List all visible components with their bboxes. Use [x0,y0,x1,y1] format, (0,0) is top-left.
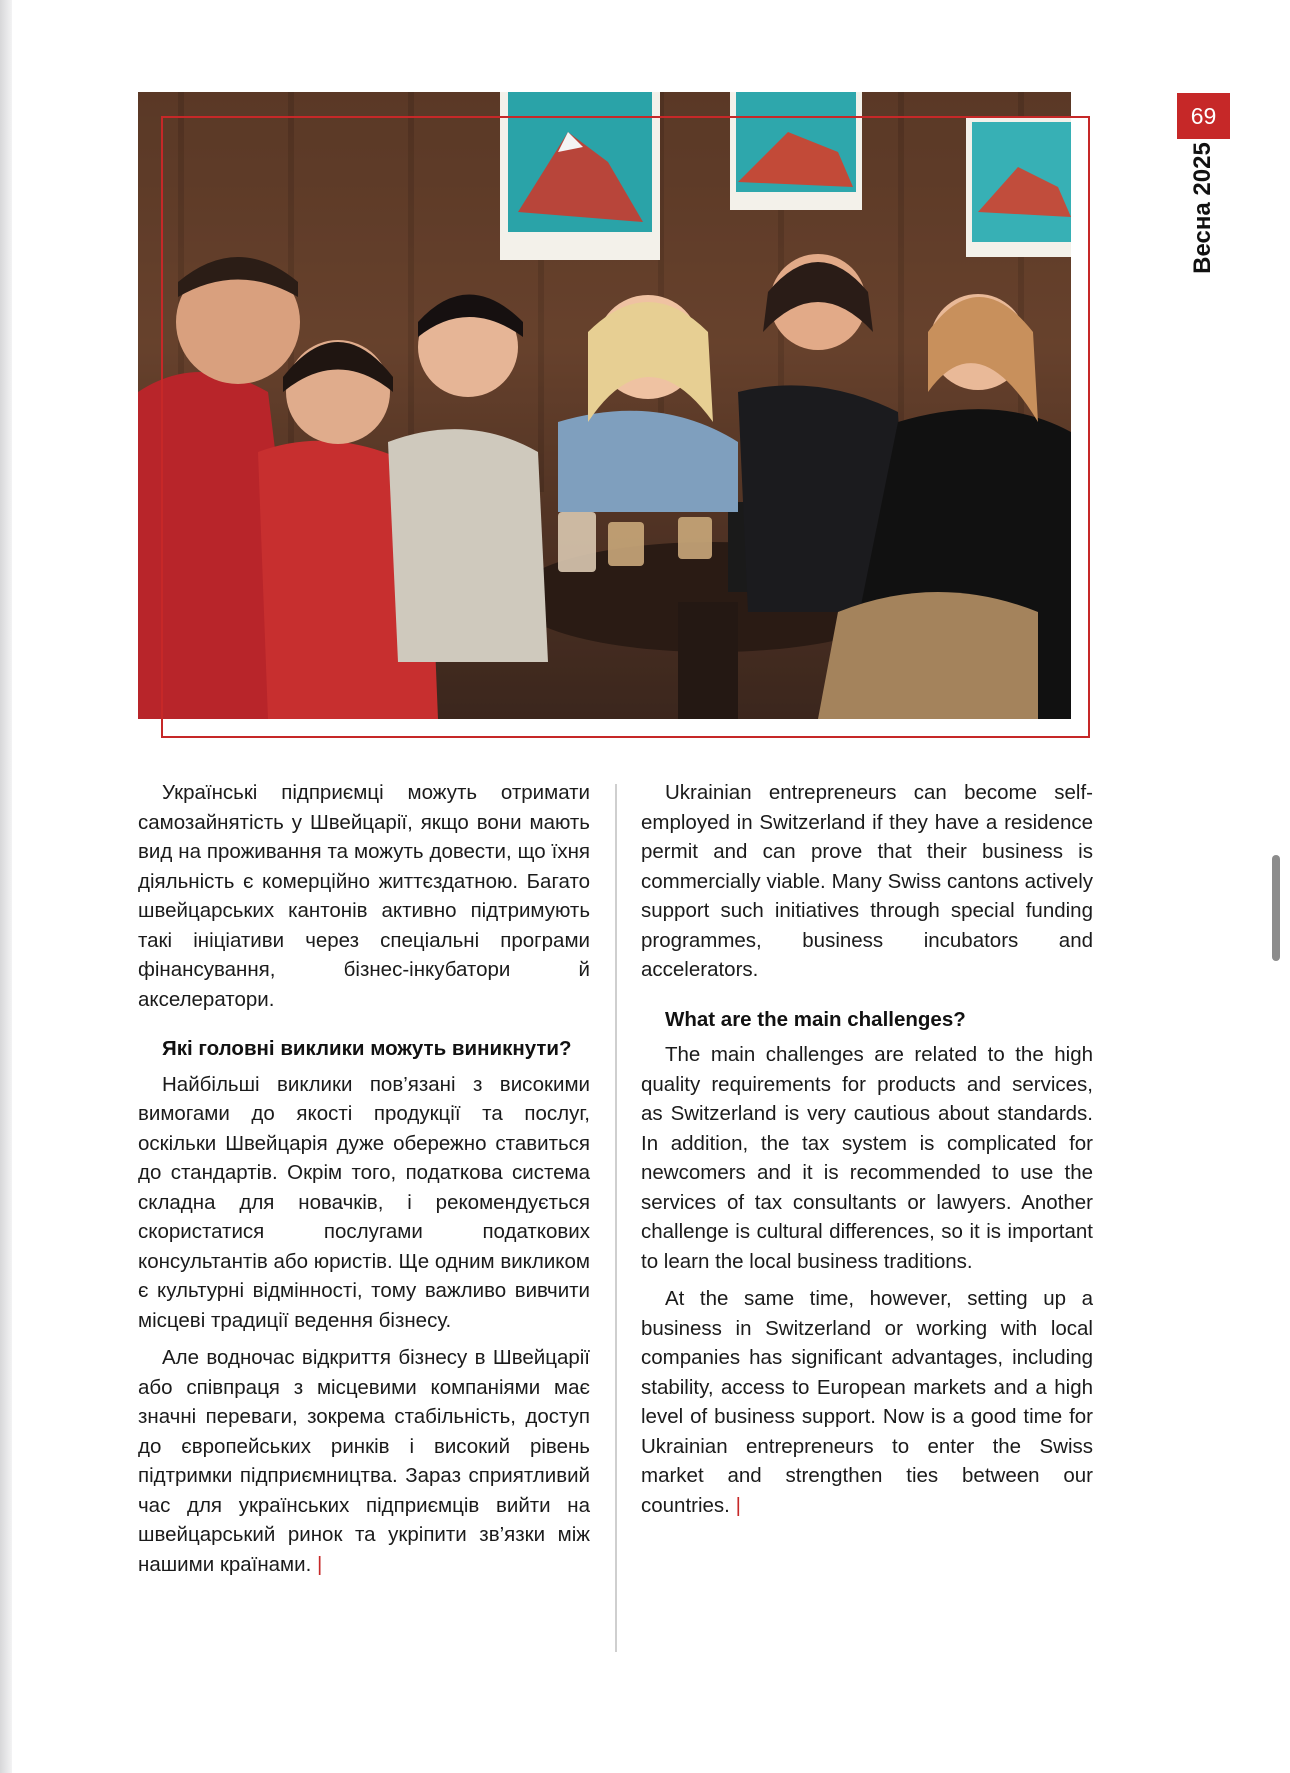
en-challenges-heading: What are the main challenges? [665,1007,966,1031]
en-intro-paragraph: Ukrainian entrepreneurs can become self-employed in Switzerland if they have a residence permit and can prove that their business is commercially viable. Many Swiss cantons actively support such initiatives through special funding programmes, business incubators and accelerators. [641,781,1093,981]
ukrainian-column [138,778,590,1587]
uk-intro-paragraph: Українські підприємці можуть отримати самозайнятість у Швейцарії, якщо вони мають вид на проживання та можуть довести, що їхня діяльність є комерційно життєздатною. Багато швейцарських кантонів активно підтримують такі ініціативи через спеціальні програми фінансування, бізнес-інкубатори й акселератори. [138,781,590,1011]
uk-challenges-paragraph: Найбільші виклики пов’язані з високими вимогами до якості продукції та послуг, оскільки Швейцарія дуже обережно ставиться до стандартів. Окрім того, податкова система складна для новачків, і рекомендується скористатися послугами податкових консультантів або юристів. Ще одним викликом є культурні відмінності, тому важливо вивчити місцеві традиції ведення бізнесу. [138,1072,590,1332]
end-mark: | [317,1552,323,1576]
en-conclusion-paragraph [641,1284,1093,1520]
page-number: 69 [1177,93,1230,139]
english-column [641,778,1093,1528]
uk-conclusion-text: Але водночас відкриття бізнесу в Швейцарії або співпраця з місцевими компаніями має значні переваги, зокрема стабільність, доступ до європейських ринків і високий рівень підтримки підприємництва. Зараз сприятливий час для українських підприємців вийти на швейцарський ринок та укріпити зв’язки між нашими країнами. [138,1346,590,1576]
en-challenges-paragraph: The main challenges are related to the high quality requirements for products and services, as Switzerland is very cautious about standards. In addition, the tax system is complicated for newcomers and it is recommended to use the services of tax consultants or lawyers. Another challenge is cultural differences, so it is important to learn the local business traditions. [641,1043,1093,1273]
uk-challenges-heading: Які головні виклики можуть виникнути? [162,1037,572,1060]
viewer-background [0,0,12,1773]
scrollbar[interactable] [1272,855,1280,961]
issue-label: Весна 2025 [1189,142,1216,274]
en-conclusion-text: At the same time, however, setting up a business in Switzerland or working with local companies has significant advantages, including stability, access to European markets and a high level of business support. Now is a good time for Ukrainian entrepreneurs to enter the Swiss market and strengthen ties between our countries. [641,1287,1093,1517]
uk-conclusion-paragraph [138,1343,590,1579]
photo-frame [161,116,1090,738]
column-divider [615,784,617,1652]
end-mark: | [735,1493,741,1517]
